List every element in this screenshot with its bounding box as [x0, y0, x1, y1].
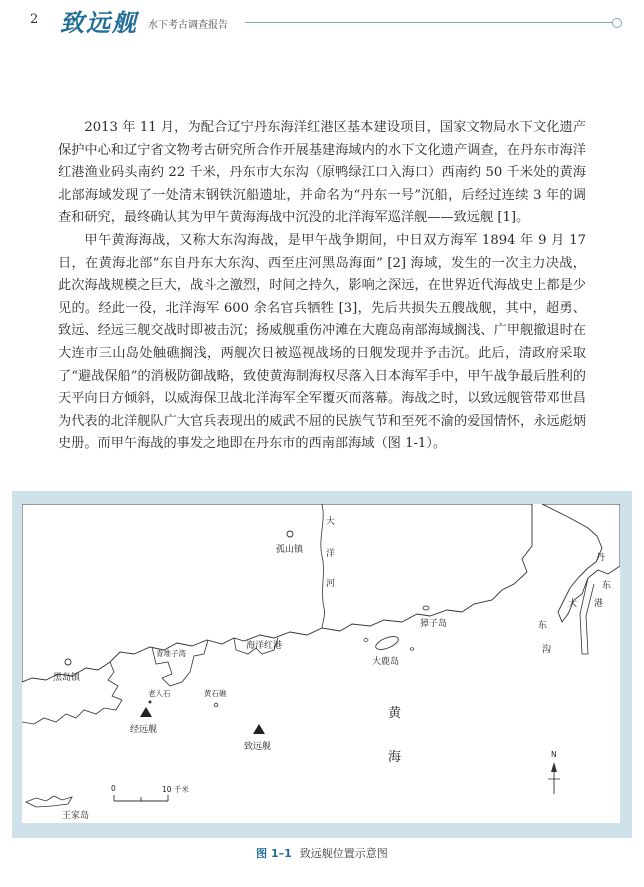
label-zhangzi: 獐子岛 [420, 619, 448, 629]
label-dagang-2: 港 [594, 599, 604, 609]
zhangzi-island [423, 606, 429, 610]
scale-label-zero: 0 [111, 784, 116, 793]
north-label: N [551, 750, 557, 759]
gushan-marker [287, 531, 293, 537]
brand-title: 致远舰 [60, 8, 138, 37]
label-sea-hai: 海 [388, 750, 402, 765]
scale-label-ten: 10 千米 [162, 785, 189, 794]
zhiyuan-wreck-marker [253, 724, 265, 734]
label-sea-huang: 黄 [388, 706, 402, 721]
map-figure [12, 491, 632, 838]
label-laorenshi: 老人石 [148, 689, 171, 698]
huangshijiao-marker [214, 703, 218, 707]
small-island-2 [410, 648, 414, 651]
label-wangjia: 王家岛 [62, 811, 90, 821]
figure-number: 图 1–1 [256, 847, 292, 860]
label-qingduizi: 青堆子湾 [156, 649, 186, 658]
laorenshi-marker [149, 701, 152, 704]
label-haiyanghong: 海洋红港 [246, 641, 283, 651]
map-drawing [22, 504, 620, 823]
label-huangshijiao: 黄石礁 [204, 689, 227, 698]
figure-caption [0, 845, 644, 861]
label-dayanghe-3: 河 [326, 579, 336, 589]
mainland-shape [22, 504, 532, 682]
small-island-1 [364, 639, 368, 642]
paragraph-2: 甲午黄海海战，又称大东沟海战，是甲午战争期间，中日双方海军 1894 年 9 月 17 日，在黄海北部“东自丹东大东沟、西至庄河黑岛海面” [2] 海域，发生的一次主力决战，此次海战规模之巨大，战斗之激烈，时间之持久，影响之深远，在世界近代海战史上都是少见的。经此一役，北洋海军 600 余名官兵牺牲 [3]，先后共损失五艘战舰，其中，超勇、致远、经远三舰交战时即被击沉；扬威舰重伤冲滩在大鹿岛南部海域搁浅、广甲舰撤退时在大连市三山岛处触礁搁浅，两舰次日被巡视战场的日舰发现并予击沉。此后，清政府采取了“避战保船”的消极防御战略，致使黄海制海权尽落入日本海军手中，甲午战争最后胜利的天平向日方倾斜，以威海保卫战北洋海军全军覆灭而落幕。海战之时，以致远舰管带邓世昌为代表的北洋舰队广大官兵表现出的威武不屈的民族气节和至死不渝的爱国情怀，永远彪炳史册。而甲午海战的事发之地即在丹东市的西南部海域（图 1-1）。 [58, 232, 586, 452]
label-dandong-2: 东 [602, 581, 612, 591]
label-zhiyuan: 致远舰 [244, 742, 272, 752]
label-dalu: 大鹿岛 [372, 657, 400, 667]
east-land [542, 504, 620, 622]
dalu-island [374, 634, 400, 652]
label-donggou-2: 沟 [542, 645, 552, 655]
page-header [0, 0, 644, 40]
label-jingyuan: 经远舰 [130, 725, 158, 735]
paragraph-1: 2013 年 11 月，为配合辽宁丹东海洋红港区基本建设项目，国家文物局水下文化遗产保护中心和辽宁省文物考古研究所合作开展基建海域内的水下文化遗产调查，在丹东市海洋红港渔业码头南约 22 千米，丹东市大东沟（原鸭绿江口入海口）西南约 50 千米处的黄海北部海域发现了一处清末钢铁沉船遗址，并命名为“丹东一号”沉船，后经过连续 3 年的调查和研究，最终确认其为甲午黄海海战中沉没的北洋海军巡洋舰——致远舰 [1]。 [58, 120, 586, 226]
label-dayanghe-1: 大 [326, 517, 336, 527]
label-heidao: 黑岛镇 [53, 673, 81, 683]
page-number: 2 [30, 12, 39, 27]
header-rule-dot [612, 18, 622, 28]
label-gushan: 孤山镇 [276, 545, 304, 555]
jingyuan-wreck-marker [140, 707, 152, 717]
heidao-marker [65, 659, 71, 665]
label-dayanghe-2: 洋 [326, 549, 336, 559]
label-dandong-1: 丹 [596, 553, 606, 563]
label-donggou-1: 东 [538, 621, 548, 631]
label-dagang-1: 大 [568, 599, 578, 609]
north-arrow-head [551, 762, 557, 772]
body-text [58, 117, 586, 456]
map-frame [22, 504, 620, 823]
wangjia-island [26, 796, 72, 807]
header-rule [245, 22, 615, 23]
report-subtitle: 水下考古调查报告 [148, 20, 228, 31]
figure-title: 致远舰位置示意图 [299, 847, 388, 860]
